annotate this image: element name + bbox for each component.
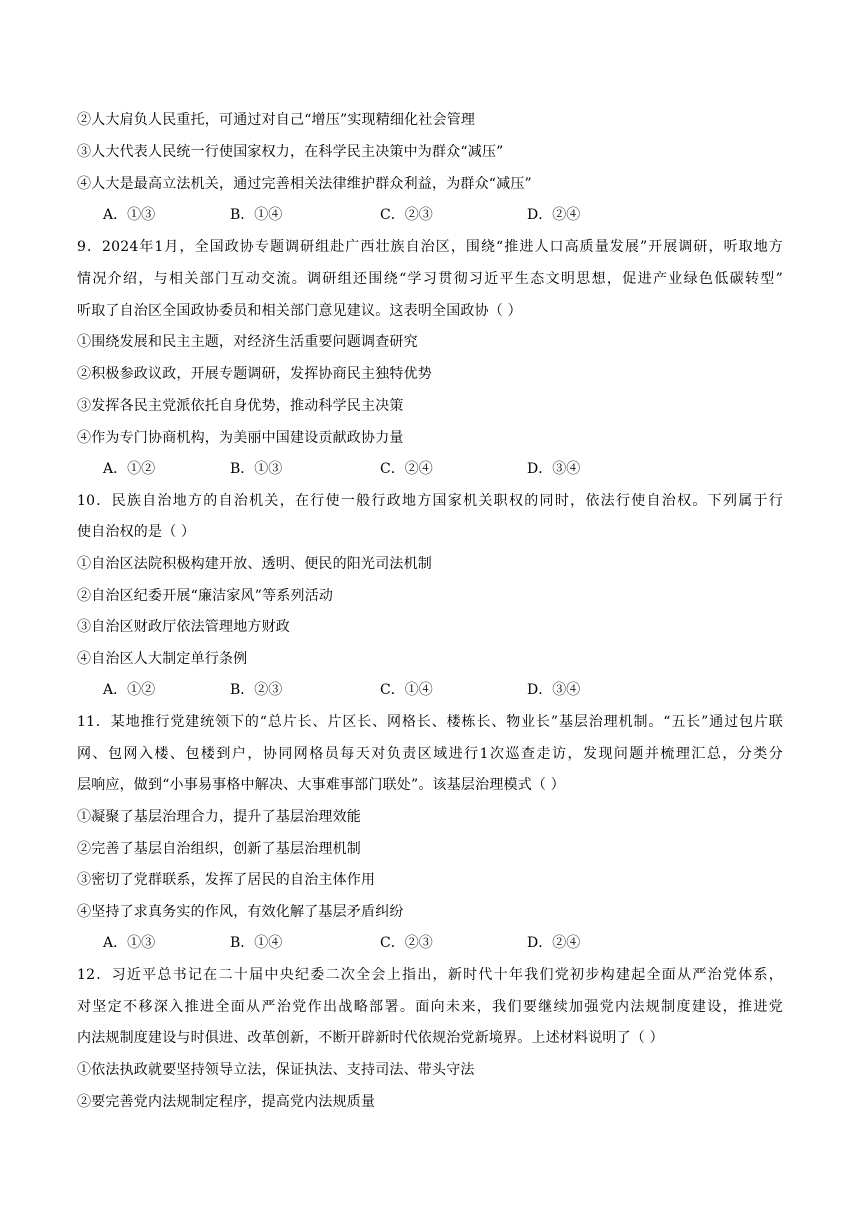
q10-stem-line-2: 使自治权的是（ ）: [77, 524, 196, 540]
q10-item-4: ④自治区人大制定单行条例: [77, 651, 248, 667]
q8-option-b: B．①④: [230, 207, 283, 223]
q9-stem-line-3: 听取了自治区全国政协委员和相关部门意见建议。这表明全国政协（ ）: [77, 303, 522, 319]
q8-item-4: ④人大是最高立法机关，通过完善相关法律维护群众利益，为群众“减压”: [77, 176, 532, 192]
q8-item-2: ②人大肩负人民重托，可通过对自己“增压”实现精细化社会管理: [77, 112, 476, 128]
q12-item-1: ①依法执政就要坚持领导立法，保证执法、支持司法、带头守法: [77, 1062, 475, 1078]
q11-option-c: C．②③: [380, 935, 433, 951]
q9-option-b: B．①③: [230, 461, 283, 477]
q10-item-1: ①自治区法院积极构建开放、透明、便民的阳光司法机制: [77, 556, 432, 572]
q11-item-2: ②完善了基层自治组织，创新了基层治理机制: [77, 841, 361, 857]
q8-item-3: ③人大代表人民统一行使国家权力，在科学民主决策中为群众“减压”: [77, 144, 504, 160]
q9-option-a: A．①②: [103, 461, 156, 477]
q10-stem-line-1: 10．民族自治地方的自治机关，在行使一般行政地方国家机关职权的同时，依法行使自治权。下列属于行: [77, 493, 783, 509]
q11-option-b: B．①④: [230, 935, 283, 951]
q10-option-b: B．②③: [230, 682, 283, 698]
q9-stem-line-2: 情况介绍，与相关部门互动交流。调研组还围绕“学习贯彻习近平生态文明思想，促进产业绿色低碳转型”: [77, 271, 783, 287]
q11-option-a: A．①③: [103, 935, 156, 951]
q8-option-a: A．①③: [103, 207, 156, 223]
q8-option-d: D．②④: [527, 207, 581, 223]
q9-item-3: ③发挥各民主党派依托自身优势，推动科学民主决策: [77, 398, 404, 414]
q11-option-d: D．②④: [527, 935, 581, 951]
q8-option-c: C．②③: [380, 207, 433, 223]
q10-option-c: C．①④: [380, 682, 433, 698]
q12-stem-line-2: 对坚定不移深入推进全面从严治党作出战略部署。面向未来，我们要继续加强党内法规制度建设，推进党: [77, 999, 783, 1015]
q9-item-4: ④作为专门协商机构，为美丽中国建设贡献政协力量: [77, 430, 404, 446]
q9-option-d: D．③④: [527, 461, 581, 477]
q10-item-2: ②自治区纪委开展“廉洁家风”等系列活动: [77, 588, 334, 604]
q10-option-a: A．①②: [103, 682, 156, 698]
q11-stem-line-3: 层响应，做到“小事易事格中解决、大事难事部门联处”。该基层治理模式（ ）: [77, 777, 565, 793]
q9-item-1: ①围绕发展和民主主题，对经济生活重要问题调查研究: [77, 334, 418, 350]
q12-stem-line-1: 12．习近平总书记在二十届中央纪委二次全会上指出，新时代十年我们党初步构建起全面从严治党体系，: [77, 967, 783, 983]
q11-item-3: ③密切了党群联系，发挥了居民的自治主体作用: [77, 872, 376, 888]
q11-item-1: ①凝聚了基层治理合力，提升了基层治理效能: [77, 809, 361, 825]
q10-option-d: D．③④: [527, 682, 581, 698]
q10-item-3: ③自治区财政厅依法管理地方财政: [77, 619, 290, 635]
q11-stem-line-2: 网、包网入楼、包楼到户，协同网格员每天对负责区域进行1次巡查走访，发现问题并梳理汇总，分类分: [77, 746, 783, 762]
q11-item-4: ④坚持了求真务实的作风，有效化解了基层矛盾纠纷: [77, 904, 404, 920]
q12-item-2: ②要完善党内法规制定程序，提高党内法规质量: [77, 1094, 376, 1110]
q9-stem-line-1: 9．2024年1月，全国政协专题调研组赴广西壮族自治区，围绕“推进人口高质量发展”开展调研，听取地方: [77, 239, 783, 255]
q9-item-2: ②积极参政议政，开展专题调研，发挥协商民主独特优势: [77, 366, 432, 382]
q12-stem-line-3: 内法规制度建设与时俱进、改革创新，不断开辟新时代依规治党新境界。上述材料说明了（ ）: [77, 1030, 664, 1046]
q11-stem-line-1: 11．某地推行党建统领下的“总片长、片区长、网格长、楼栋长、物业长”基层治理机制。“五长”通过包片联: [77, 714, 783, 730]
q9-option-c: C．②④: [380, 461, 433, 477]
